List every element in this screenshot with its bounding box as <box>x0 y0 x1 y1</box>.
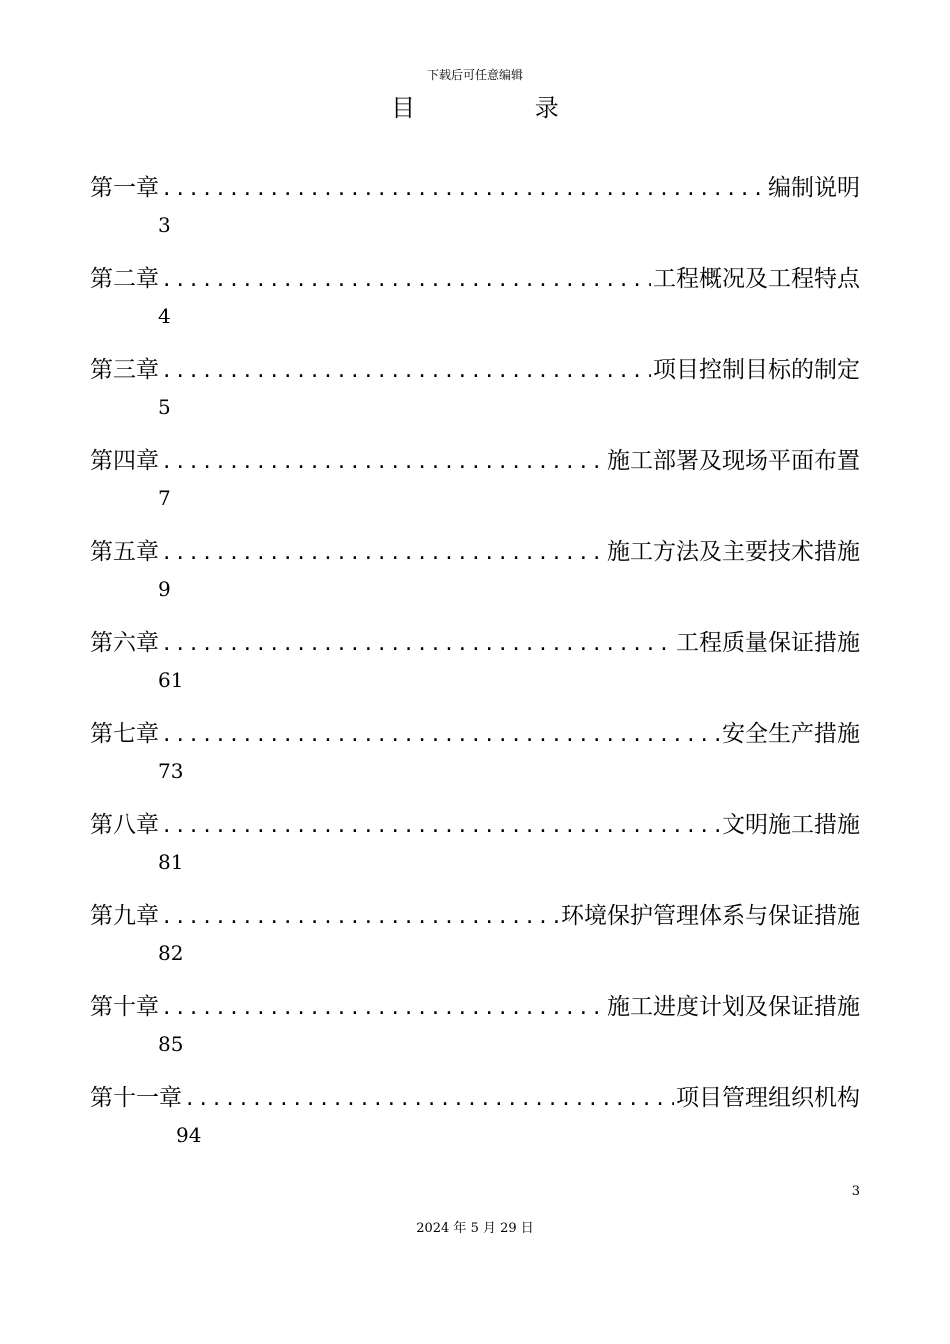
toc-entry[interactable] <box>90 443 860 534</box>
page-number: 3 <box>851 1184 860 1199</box>
toc-page-number: 9 <box>158 577 171 601</box>
table-of-contents <box>90 170 860 1171</box>
toc-page-number: 73 <box>158 759 184 783</box>
toc-title-text: 施工部署及现场平面布置 <box>607 448 860 474</box>
toc-page-number: 81 <box>158 850 184 874</box>
toc-leader-dots <box>161 626 674 662</box>
toc-chapter: 第八章 <box>90 812 159 838</box>
footer-date: 2024 年 5 月 29 日 <box>416 1221 534 1236</box>
toc-page-number: 3 <box>158 213 171 237</box>
toc-page-number: 85 <box>158 1032 184 1056</box>
toc-chapter: 第六章 <box>90 630 159 656</box>
toc-page-number: 4 <box>158 304 171 328</box>
toc-leader-dots <box>161 535 605 571</box>
toc-title-text: 安全生产措施 <box>722 721 860 747</box>
toc-leader-dots <box>161 444 605 480</box>
toc-page-number: 61 <box>158 668 184 692</box>
toc-title-text: 工程概况及工程特点 <box>653 266 860 292</box>
toc-chapter: 第二章 <box>90 266 159 292</box>
toc-title-text: 文明施工措施 <box>722 812 860 838</box>
toc-entry[interactable] <box>90 716 860 807</box>
toc-chapter: 第十章 <box>90 994 159 1020</box>
toc-title-text: 施工进度计划及保证措施 <box>607 994 860 1020</box>
toc-leader-dots <box>161 990 605 1026</box>
toc-page-number: 7 <box>158 486 171 510</box>
toc-chapter: 第十一章 <box>90 1085 182 1111</box>
toc-leader-dots <box>161 808 720 844</box>
toc-page-number: 82 <box>158 941 184 965</box>
toc-leader-dots <box>161 899 559 935</box>
toc-title-text: 环境保护管理体系与保证措施 <box>561 903 860 929</box>
toc-entry[interactable] <box>90 807 860 898</box>
toc-title-text: 工程质量保证措施 <box>676 630 860 656</box>
toc-leader-dots <box>184 1081 674 1117</box>
toc-chapter: 第三章 <box>90 357 159 383</box>
toc-leader-dots <box>161 353 651 389</box>
toc-chapter: 第五章 <box>90 539 159 565</box>
toc-chapter: 第四章 <box>90 448 159 474</box>
toc-entry[interactable] <box>90 170 860 261</box>
toc-chapter: 第一章 <box>90 175 159 201</box>
toc-entry[interactable] <box>90 625 860 716</box>
toc-leader-dots <box>161 262 651 298</box>
toc-title-text: 编制说明 <box>768 175 860 201</box>
toc-entry[interactable] <box>90 534 860 625</box>
toc-page-number: 94 <box>176 1123 202 1147</box>
toc-entry[interactable] <box>90 352 860 443</box>
toc-chapter: 第九章 <box>90 903 159 929</box>
toc-entry[interactable] <box>90 989 860 1080</box>
toc-title-text: 项目控制目标的制定 <box>653 357 860 383</box>
toc-chapter: 第七章 <box>90 721 159 747</box>
toc-entry[interactable] <box>90 261 860 352</box>
toc-title-text: 项目管理组织机构 <box>676 1085 860 1111</box>
toc-entry[interactable] <box>90 898 860 989</box>
toc-entry[interactable] <box>90 1080 860 1171</box>
toc-page-number: 5 <box>158 395 171 419</box>
toc-leader-dots <box>161 717 720 753</box>
header-note: 下载后可任意编辑 <box>426 68 523 82</box>
toc-leader-dots <box>161 171 766 207</box>
toc-title: 目 录 <box>391 94 615 122</box>
toc-title-text: 施工方法及主要技术措施 <box>607 539 860 565</box>
